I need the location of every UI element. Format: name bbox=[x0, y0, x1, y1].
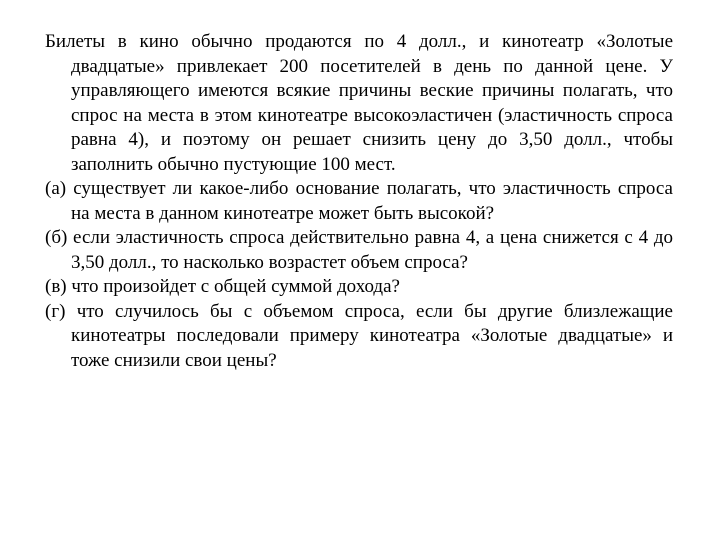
question-b: (б) если эластичность спроса действительно равна 4, а цена снижется с 4 до 3,50 долл., то насколько возрастет объем спроса? bbox=[45, 227, 673, 273]
question-a: (а) существует ли какое-либо основание полагать, что эластичность спроса на места в данном кинотеатре может быть высокой? bbox=[45, 178, 673, 224]
question-c: (в) что произойдет с общей суммой дохода? bbox=[45, 276, 400, 297]
question-d: (г) что случилось бы с объемом спроса, если бы другие близлежащие кинотеатры последовали примеру кинотеатра «Золотые двадцатые» и тоже снизили свои цены? bbox=[45, 300, 673, 371]
problem-text-block bbox=[45, 30, 673, 373]
problem-statement: Билеты в кино обычно продаются по 4 долл., и кинотеатр «Золотые двадцатые» привлекает 200 посетителей в день по данной цене. У управляющего имеются всякие причины веские причины полагать, что спрос на места в этом кинотеатре высокоэластичен (эластичность спроса равна 4), и поэтому он решает снизить цену до 3,50 долл., чтобы заполнить обычно пустующие 100 мест. bbox=[45, 31, 673, 175]
